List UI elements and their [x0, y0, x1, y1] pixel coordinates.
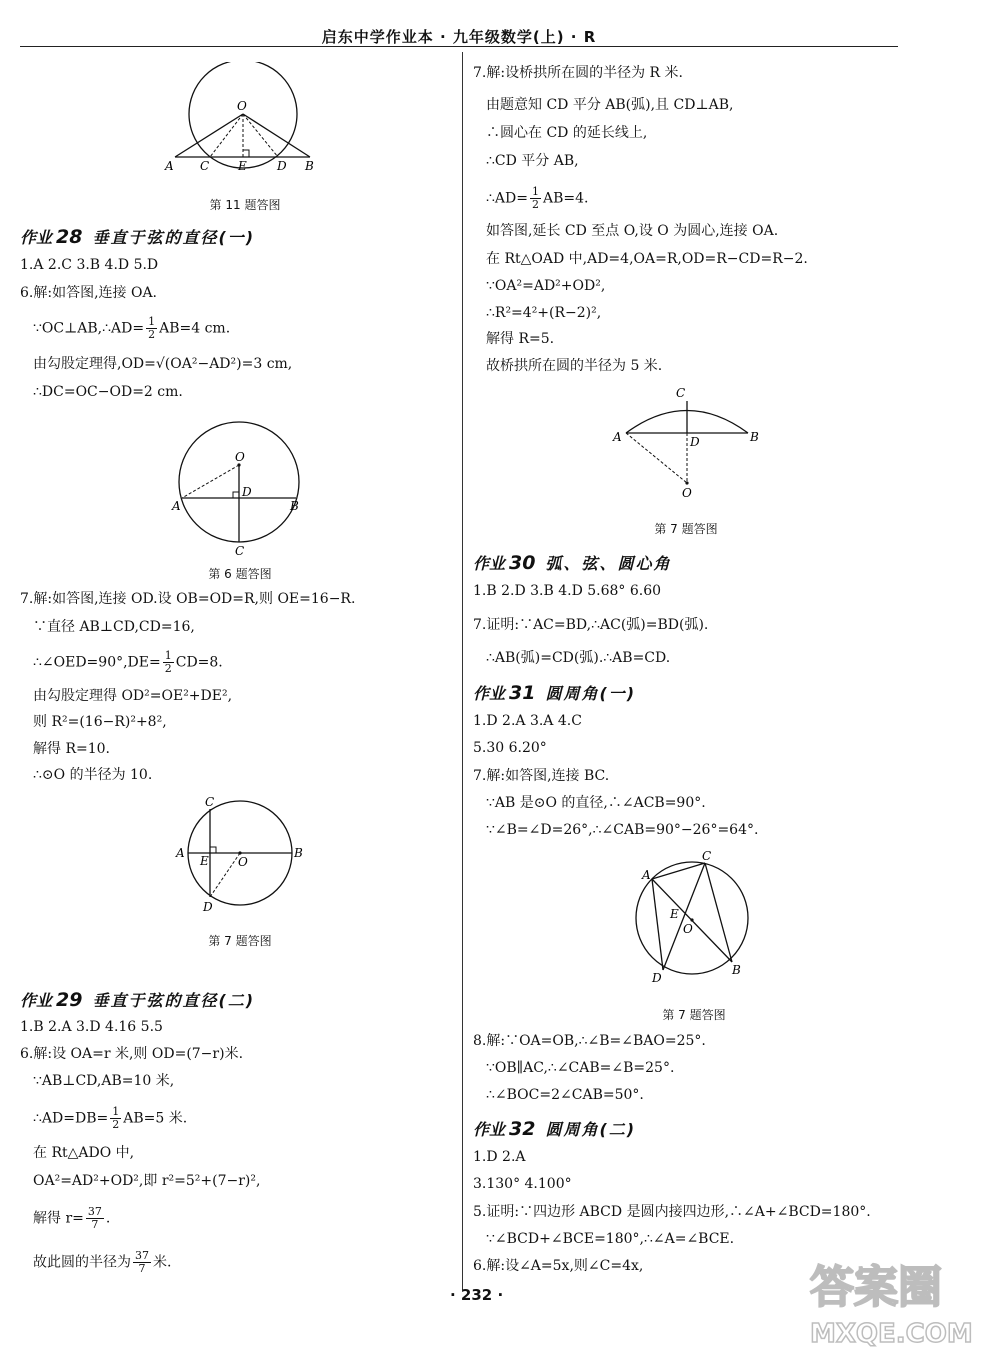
- hw31-q7-line: 7.解:如答图,连接 BC.: [473, 768, 610, 784]
- figure-6: [170, 410, 310, 555]
- right-q7-line: 由题意知 CD 平分 AB(弧),且 CD⊥AB,: [486, 97, 734, 113]
- hw31-q8-line: ∵OB∥AC,∴∠CAB=∠B=25°.: [486, 1060, 675, 1076]
- right-q7-line: 如答图,延长 CD 至点 O,设 O 为圆心,连接 OA.: [486, 223, 779, 239]
- right-q7-line: ∴R²=4²+(R−2)²,: [486, 305, 602, 321]
- hw31-answers: 5.30 6.20°: [473, 740, 547, 756]
- figure-11: [160, 62, 330, 182]
- hw29-q6-line: ∴AD=DB= $\frac{1}{2}$ AB=5 米.: [33, 1105, 188, 1131]
- right-q7-line: ∴AD= $\frac{1}{2}$ AB=4.: [486, 185, 589, 211]
- page-header: 启东中学作业本 · 九年级数学(上) · R: [321, 28, 597, 46]
- figure-7c: [630, 848, 760, 988]
- hw31-heading: 作业 31 圆周角(一): [473, 682, 637, 704]
- fig6-label: O: [235, 450, 245, 464]
- figure-7a: [170, 795, 310, 915]
- fig7a-label: O: [238, 855, 248, 869]
- fig7a-label: A: [176, 846, 185, 860]
- fig11-label: D: [277, 159, 287, 173]
- column-divider: [462, 52, 463, 1290]
- figure-6-caption: 第 6 题答图: [208, 567, 272, 581]
- fig7c-label: A: [642, 868, 651, 882]
- hw28-heading: 作业 28 垂直于弦的直径(一): [20, 226, 256, 248]
- fig6-label: D: [242, 485, 252, 499]
- fig11-label: B: [305, 159, 314, 173]
- right-q7-line: 故桥拱所在圆的半径为 5 米.: [486, 358, 663, 374]
- hw32-answers: 3.130° 4.100°: [473, 1176, 572, 1192]
- hw28-q7-line: ∵直径 AB⊥CD,CD=16,: [33, 619, 195, 635]
- hw28-q6-line: ∵OC⊥AB,∴AD= $\frac{1}{2}$ AB=4 cm.: [33, 315, 231, 341]
- hw28-q6-line: 由勾股定理得,OD=√(OA²−AD²)=3 cm,: [33, 356, 293, 372]
- hw32-heading: 作业 32 圆周角(二): [473, 1118, 637, 1140]
- fig6-label: B: [290, 499, 299, 513]
- hw29-q6-line: 解得 r= $\frac{37}{7}$ .: [33, 1205, 111, 1231]
- fig7c-label: E: [670, 907, 679, 921]
- fig7c-label: D: [652, 971, 662, 985]
- hw29-q6-line: ∵AB⊥CD,AB=10 米,: [33, 1073, 175, 1089]
- hw30-q7-line: ∴AB(弧)=CD(弧).∴AB=CD.: [486, 650, 671, 666]
- fig7b-label: O: [682, 486, 692, 500]
- fig7b-label: B: [750, 430, 759, 444]
- fig7a-label: D: [203, 900, 213, 914]
- hw29-q6-line: 故此圆的半径为 $\frac{37}{7}$ 米.: [33, 1249, 172, 1275]
- hw30-heading: 作业 30 弧、弦、圆心角: [473, 552, 672, 574]
- hw30-q7-line: 7.证明:∵AC=BD,∴AC(弧)=BD(弧).: [473, 617, 709, 633]
- figure-11-caption: 第 11 题答图: [209, 198, 281, 212]
- watermark-line1: 答案圈: [810, 1262, 942, 1313]
- fig11-label: O: [237, 99, 247, 113]
- right-q7-line: 在 Rt△OAD 中,AD=4,OA=R,OD=R−CD=R−2.: [486, 251, 808, 267]
- hw28-q7-line: 则 R²=(16−R)²+8²,: [33, 714, 167, 730]
- fig11-label: A: [165, 159, 174, 173]
- watermark-logo: [800, 1250, 990, 1350]
- fig7a-label: B: [294, 846, 303, 860]
- fig7b-label: D: [690, 435, 700, 449]
- hw28-q6-line: ∴DC=OC−OD=2 cm.: [33, 384, 183, 400]
- hw32-q5-line: ∵∠BCD+∠BCE=180°,∴∠A=∠BCE.: [486, 1231, 735, 1247]
- fig6-label: C: [235, 544, 245, 555]
- figure-7a-caption: 第 7 题答图: [208, 934, 272, 948]
- right-q7-line: 解得 R=5.: [486, 331, 555, 347]
- right-q7-line: ∴CD 平分 AB,: [486, 153, 579, 169]
- fig7c-label: O: [683, 922, 693, 936]
- hw28-q7-line: 7.解:如答图,连接 OD.设 OB=OD=R,则 OE=16−R.: [20, 591, 356, 607]
- hw28-q6-line: 6.解:如答图,连接 OA.: [20, 285, 158, 301]
- watermark-line2: MXQE.COM: [810, 1319, 973, 1349]
- fig7b-label: A: [613, 430, 622, 444]
- hw29-answers: 1.B 2.A 3.D 4.16 5.5: [20, 1019, 163, 1035]
- hw31-answers: 1.D 2.A 3.A 4.C: [473, 713, 582, 729]
- hw29-q6-line: 在 Rt△ADO 中,: [33, 1145, 135, 1161]
- hw28-q7-line: ∴⊙O 的半径为 10.: [33, 767, 153, 783]
- hw32-answers: 1.D 2.A: [473, 1149, 526, 1165]
- figure-7b-caption: 第 7 题答图: [654, 522, 718, 536]
- fig7c-label: C: [702, 849, 712, 863]
- fig7a-label: E: [200, 854, 209, 868]
- hw31-q8-line: 8.解:∵OA=OB,∴∠B=∠BAO=25°.: [473, 1033, 706, 1049]
- figure-7c-caption: 第 7 题答图: [662, 1008, 726, 1022]
- right-q7-line: 7.解:设桥拱所在圆的半径为 R 米.: [473, 65, 683, 81]
- hw29-q6-line: OA²=AD²+OD²,即 r²=5²+(7−r)²,: [33, 1173, 261, 1189]
- hw31-q7-line: ∵AB 是⊙O 的直径,∴∠ACB=90°.: [486, 795, 706, 811]
- fig7b-label: C: [676, 386, 686, 400]
- hw30-answers: 1.B 2.D 3.B 4.D 5.68° 6.60: [473, 583, 662, 599]
- fig7a-label: C: [205, 795, 215, 809]
- hw28-q7-line: 由勾股定理得 OD²=OE²+DE²,: [33, 688, 233, 704]
- right-q7-line: ∴圆心在 CD 的延长线上,: [486, 125, 648, 141]
- figure-7b: [608, 383, 768, 503]
- fig6-label: A: [172, 499, 181, 513]
- hw32-q6-line: 6.解:设∠A=5x,则∠C=4x,: [473, 1258, 644, 1274]
- hw28-q7-line: 解得 R=10.: [33, 741, 110, 757]
- hw29-heading: 作业 29 垂直于弦的直径(二): [20, 989, 256, 1011]
- hw29-q6-line: 6.解:设 OA=r 米,则 OD=(7−r)米.: [20, 1046, 244, 1062]
- hw31-q8-line: ∴∠BOC=2∠CAB=50°.: [486, 1087, 644, 1103]
- hw31-q7-line: ∵∠B=∠D=26°,∴∠CAB=90°−26°=64°.: [486, 822, 759, 838]
- page-number: · 232 ·: [450, 1286, 504, 1304]
- hw28-answers: 1.A 2.C 3.B 4.D 5.D: [20, 257, 159, 273]
- fig11-label: E: [238, 159, 247, 173]
- hw28-q7-line: ∴∠OED=90°,DE= $\frac{1}{2}$ CD=8.: [33, 649, 223, 675]
- header-rule: [20, 46, 898, 47]
- right-q7-line: ∵OA²=AD²+OD²,: [486, 278, 606, 294]
- fig11-label: C: [200, 159, 210, 173]
- hw32-q5-line: 5.证明:∵四边形 ABCD 是圆内接四边形,∴∠A+∠BCD=180°.: [473, 1204, 871, 1220]
- fig7c-label: B: [732, 963, 741, 977]
